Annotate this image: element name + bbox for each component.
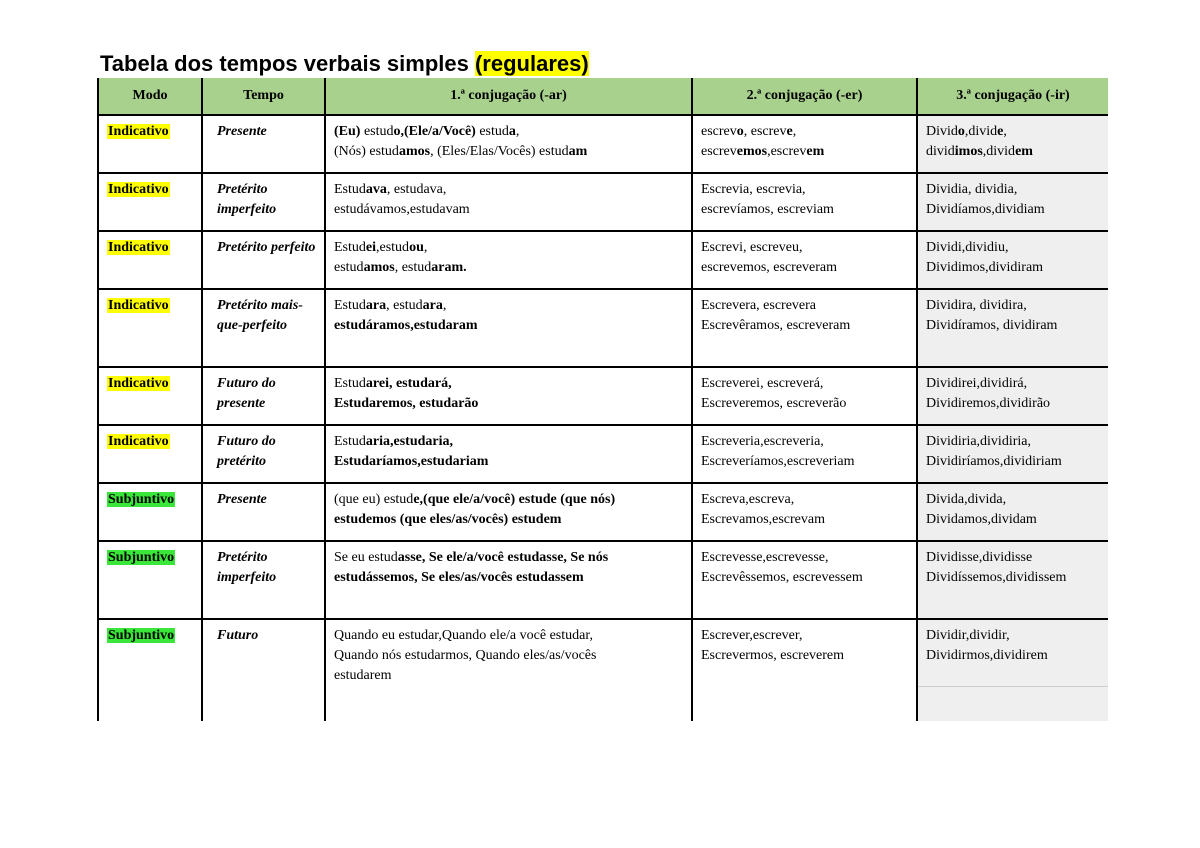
- text-segment: o: [957, 124, 965, 139]
- table-header-row: [98, 78, 1108, 115]
- table-body: [98, 115, 1108, 721]
- text-segment: ,: [515, 124, 520, 139]
- conj-er-cell: [692, 173, 917, 231]
- conj-er-cell: [692, 115, 917, 173]
- cell-line: [701, 510, 910, 530]
- conj-ar-cell: [325, 289, 692, 367]
- cell-line: [701, 258, 910, 278]
- conj-er-cell: [692, 541, 917, 619]
- tense-label: Pretérito imperfeito: [217, 182, 277, 217]
- cell-line: [926, 452, 1102, 472]
- tempo-cell: [202, 425, 325, 483]
- conj-ir-cell: [917, 289, 1108, 367]
- text-segment: ,: [1003, 124, 1007, 139]
- text-segment: Estud: [334, 298, 366, 313]
- verb-tense-table: [97, 78, 1108, 721]
- title-highlight: (regulares): [474, 51, 589, 76]
- text-segment: Escrevermos, escreverem: [701, 648, 845, 663]
- cell-line: [701, 374, 910, 394]
- text-segment: (Eu): [334, 124, 361, 139]
- text-segment: Dividirmos,dividirem: [926, 648, 1048, 663]
- text-segment: ava: [365, 182, 387, 197]
- text-segment: escrevemos, escreveram: [701, 260, 838, 275]
- text-segment: ,: [423, 240, 428, 255]
- cell-line: [926, 180, 1102, 200]
- text-segment: ,: [792, 124, 797, 139]
- text-segment: Dividíssemos,dividissem: [926, 570, 1067, 585]
- conj-ar-cell: [325, 231, 692, 289]
- title-main: Tabela dos tempos verbais simples: [100, 51, 475, 76]
- text-segment: escrevíamos, escreviam: [701, 202, 834, 217]
- text-segment: ou: [409, 240, 424, 255]
- tense-label: Pretérito perfeito: [217, 240, 316, 255]
- text-segment: Divid: [926, 124, 958, 139]
- text-segment: estud: [334, 260, 364, 275]
- text-segment: Dividíamos,dividiam: [926, 202, 1045, 217]
- cell-line: [926, 568, 1102, 588]
- modo-cell: [98, 367, 202, 425]
- cell-line: [926, 238, 1102, 258]
- text-segment: Dividisse,dividisse: [926, 550, 1033, 565]
- text-segment: Dividiremos,dividirão: [926, 396, 1051, 411]
- text-segment: Escreva,escreva,: [701, 492, 795, 507]
- cell-line: [926, 316, 1102, 336]
- text-segment: Estud: [334, 434, 366, 449]
- cell-line: [926, 548, 1102, 568]
- table-row: [98, 619, 1108, 721]
- mode-badge: Subjuntivo: [108, 628, 175, 643]
- conj-ar-cell: [325, 619, 692, 721]
- text-segment: , estud: [386, 298, 423, 313]
- cell-line: [334, 258, 685, 278]
- cell-line: [701, 432, 910, 452]
- cell-line: [334, 490, 685, 510]
- text-segment: Estud: [334, 240, 366, 255]
- tense-label: Futuro do pretérito: [217, 434, 276, 469]
- cell-line: [926, 122, 1102, 142]
- tempo-cell: [202, 541, 325, 619]
- table-row: [98, 289, 1108, 367]
- text-segment: estud: [475, 124, 509, 139]
- text-segment: amos: [398, 144, 431, 159]
- text-segment: ,divid: [964, 124, 998, 139]
- modo-cell: [98, 425, 202, 483]
- text-segment: am: [568, 144, 588, 159]
- conj-ar-cell: [325, 425, 692, 483]
- cell-line: [334, 548, 685, 568]
- mode-badge: Indicativo: [108, 434, 169, 449]
- conj-ar-cell: [325, 115, 692, 173]
- tense-label: Futuro: [217, 628, 259, 643]
- text-segment: Estudaríamos,estudariam: [334, 454, 489, 469]
- text-segment: Quando nós estudarmos, Quando eles/as/vocês: [334, 648, 597, 663]
- text-segment: Dividir,dividir,: [926, 628, 1010, 643]
- text-segment: ara: [365, 298, 387, 313]
- cell-line: [334, 142, 685, 162]
- tense-label: Pretérito mais-que-perfeito: [217, 298, 303, 333]
- text-segment: aram.: [431, 260, 467, 275]
- cell-line: [926, 626, 1102, 646]
- text-segment: ara: [422, 298, 443, 313]
- header-tempo: Tempo: [202, 78, 325, 115]
- text-segment: ,escrev: [767, 144, 807, 159]
- cell-line: [334, 296, 685, 316]
- conj-ir-cell: [917, 541, 1108, 619]
- text-segment: Escrevêssemos, escrevessem: [701, 570, 863, 585]
- conj-ar-cell: [325, 173, 692, 231]
- text-segment: arei: [365, 376, 389, 391]
- cell-line: [701, 142, 910, 162]
- header-conj-ir: 3.ª conjugação (-ir): [917, 78, 1108, 115]
- text-segment: ,estud: [376, 240, 410, 255]
- tempo-cell: [202, 483, 325, 541]
- tense-label: Futuro do presente: [217, 376, 276, 411]
- cell-line: [701, 180, 910, 200]
- conj-ir-cell: [917, 173, 1108, 231]
- cell-line: [334, 568, 685, 588]
- text-segment: e: [786, 124, 793, 139]
- text-segment: Escrevi, escreveu,: [701, 240, 803, 255]
- text-segment: , estudava,: [386, 182, 447, 197]
- table-row: [98, 425, 1108, 483]
- tempo-cell: [202, 367, 325, 425]
- text-segment: Dividi,dividiu,: [926, 240, 1009, 255]
- table-row: [98, 483, 1108, 541]
- text-segment: Escreveríamos,escreveriam: [701, 454, 855, 469]
- text-segment: divid: [926, 144, 955, 159]
- mode-badge: Indicativo: [108, 298, 169, 313]
- tempo-cell: [202, 173, 325, 231]
- text-segment: Divida,divida,: [926, 492, 1007, 507]
- cell-line: [926, 200, 1102, 220]
- table-row: [98, 231, 1108, 289]
- cell-line: [701, 490, 910, 510]
- cell-line: [701, 568, 910, 588]
- conj-er-cell: [692, 483, 917, 541]
- text-segment: amos: [363, 260, 395, 275]
- cell-line: [334, 200, 685, 220]
- conj-ar-cell: [325, 541, 692, 619]
- text-segment: , estud: [394, 260, 432, 275]
- table-row: [98, 367, 1108, 425]
- text-segment: estudássemos, Se eles/as/vocês estudassem: [334, 570, 584, 585]
- conj-ir-cell: [917, 425, 1108, 483]
- cell-line: [926, 432, 1102, 452]
- text-segment: , escrev: [743, 124, 787, 139]
- cell-line: [334, 122, 685, 142]
- conj-ir-cell: [917, 115, 1108, 173]
- conj-ir-cell: [917, 231, 1108, 289]
- cell-line: [334, 432, 685, 452]
- text-segment: o: [736, 124, 744, 139]
- text-segment: , (Eles/Elas/Vocês) estud: [430, 144, 569, 159]
- tense-label: Pretérito imperfeito: [217, 550, 277, 585]
- tempo-cell: [202, 619, 325, 721]
- text-segment: ei: [365, 240, 376, 255]
- cell-line: [701, 452, 910, 472]
- conj-ar-cell: [325, 367, 692, 425]
- text-segment: Dividirei,dividirá,: [926, 376, 1028, 391]
- tempo-cell: [202, 289, 325, 367]
- text-segment: e,(que ele/a/você) estude (que nós): [413, 492, 616, 507]
- cell-line: [701, 200, 910, 220]
- text-segment: Escreveria,escreveria,: [701, 434, 824, 449]
- text-segment: em: [806, 144, 825, 159]
- cell-line: [334, 374, 685, 394]
- cell-line: [926, 296, 1102, 316]
- cell-line: [334, 394, 685, 414]
- text-segment: (que eu) estud: [334, 492, 414, 507]
- cell-line: [701, 394, 910, 414]
- modo-cell: [98, 115, 202, 173]
- conj-ir-cell: [917, 367, 1108, 425]
- text-segment: Dividia, dividia,: [926, 182, 1018, 197]
- text-segment: Escrevera, escrevera: [701, 298, 817, 313]
- modo-cell: [98, 541, 202, 619]
- cell-line: [701, 626, 910, 646]
- text-segment: estudemos (que eles/as/vocês) estudem: [334, 512, 562, 527]
- text-segment: Estudaremos, estudarão: [334, 396, 479, 411]
- conj-ir-cell: [917, 619, 1108, 721]
- cell-line: [926, 394, 1102, 414]
- text-segment: Dividimos,dividiram: [926, 260, 1044, 275]
- conj-ar-cell: [325, 483, 692, 541]
- cell-line: [334, 452, 685, 472]
- modo-cell: [98, 173, 202, 231]
- text-segment: ,divid: [982, 144, 1016, 159]
- cell-line: [701, 316, 910, 336]
- cell-line: [701, 296, 910, 316]
- cell-line: [926, 142, 1102, 162]
- text-segment: , estudará,: [388, 376, 452, 391]
- text-segment: estudarem: [334, 668, 392, 683]
- cell-line: [926, 258, 1102, 278]
- text-segment: emos: [736, 144, 768, 159]
- modo-cell: [98, 289, 202, 367]
- cell-line: [334, 510, 685, 530]
- text-segment: asse, Se ele/a/você estudasse, Se nós: [397, 550, 609, 565]
- page-title: [100, 50, 589, 78]
- text-segment: Escrevesse,escrevesse,: [701, 550, 829, 565]
- text-segment: Se eu estud: [334, 550, 398, 565]
- modo-cell: [98, 619, 202, 721]
- conj-ir-cell: [917, 483, 1108, 541]
- text-segment: Escreveremos, escreverão: [701, 396, 847, 411]
- text-segment: Escrevia, escrevia,: [701, 182, 806, 197]
- conj-er-cell: [692, 289, 917, 367]
- cell-line: [701, 238, 910, 258]
- cell-line: [926, 510, 1102, 530]
- modo-cell: [98, 231, 202, 289]
- text-segment: Quando eu estudar,Quando ele/a você estudar,: [334, 628, 593, 643]
- mode-badge: Indicativo: [108, 240, 169, 255]
- text-segment: em: [1015, 144, 1033, 159]
- text-segment: e: [997, 124, 1004, 139]
- table-row: [98, 541, 1108, 619]
- text-segment: a: [508, 124, 516, 139]
- table-row: [98, 173, 1108, 231]
- text-segment: escrev: [701, 144, 737, 159]
- text-segment: (Nós) estud: [334, 144, 399, 159]
- cell-line: [334, 316, 685, 336]
- header-conj-er: 2.ª conjugação (-er): [692, 78, 917, 115]
- text-segment: estudáramos,estudaram: [334, 318, 478, 333]
- text-segment: imos: [954, 144, 983, 159]
- cell-line: [334, 646, 685, 666]
- text-segment: Escrevamos,escrevam: [701, 512, 825, 527]
- cell-split-top: [918, 620, 1108, 687]
- text-segment: Escreverei, escreverá,: [701, 376, 824, 391]
- text-segment: Dividiríamos,dividiriam: [926, 454, 1062, 469]
- text-segment: Escrevêramos, escreveram: [701, 318, 851, 333]
- text-segment: ,(Ele/a/Você): [400, 124, 476, 139]
- conj-er-cell: [692, 425, 917, 483]
- text-segment: Dividiria,dividiria,: [926, 434, 1031, 449]
- conj-er-cell: [692, 367, 917, 425]
- text-segment: aria,estudaria,: [365, 434, 453, 449]
- cell-line: [926, 374, 1102, 394]
- mode-badge: Subjuntivo: [108, 550, 175, 565]
- cell-line: [701, 646, 910, 666]
- text-segment: estud: [360, 124, 394, 139]
- mode-badge: Subjuntivo: [108, 492, 175, 507]
- tempo-cell: [202, 231, 325, 289]
- text-segment: o: [393, 124, 401, 139]
- text-segment: Dividíramos, dividiram: [926, 318, 1058, 333]
- mode-badge: Indicativo: [108, 124, 169, 139]
- table-row: [98, 115, 1108, 173]
- text-segment: Dividamos,dividam: [926, 512, 1037, 527]
- cell-line: [926, 490, 1102, 510]
- tense-label: Presente: [217, 124, 267, 139]
- modo-cell: [98, 483, 202, 541]
- text-segment: Estud: [334, 376, 366, 391]
- cell-line: [334, 238, 685, 258]
- text-segment: estudávamos,estudavam: [334, 202, 470, 217]
- text-segment: Escrever,escrever,: [701, 628, 803, 643]
- cell-split-bottom: [918, 687, 1108, 721]
- text-segment: escrev: [701, 124, 737, 139]
- mode-badge: Indicativo: [108, 376, 169, 391]
- cell-line: [334, 180, 685, 200]
- cell-line: [701, 122, 910, 142]
- cell-line: [334, 666, 685, 686]
- tempo-cell: [202, 115, 325, 173]
- cell-line: [926, 646, 1102, 666]
- text-segment: ,: [442, 298, 447, 313]
- text-segment: Estud: [334, 182, 366, 197]
- conj-er-cell: [692, 619, 917, 721]
- header-conj-ar: 1.ª conjugação (-ar): [325, 78, 692, 115]
- mode-badge: Indicativo: [108, 182, 169, 197]
- header-modo: Modo: [98, 78, 202, 115]
- tense-label: Presente: [217, 492, 267, 507]
- conj-er-cell: [692, 231, 917, 289]
- cell-line: [334, 626, 685, 646]
- text-segment: Dividira, dividira,: [926, 298, 1027, 313]
- cell-line: [701, 548, 910, 568]
